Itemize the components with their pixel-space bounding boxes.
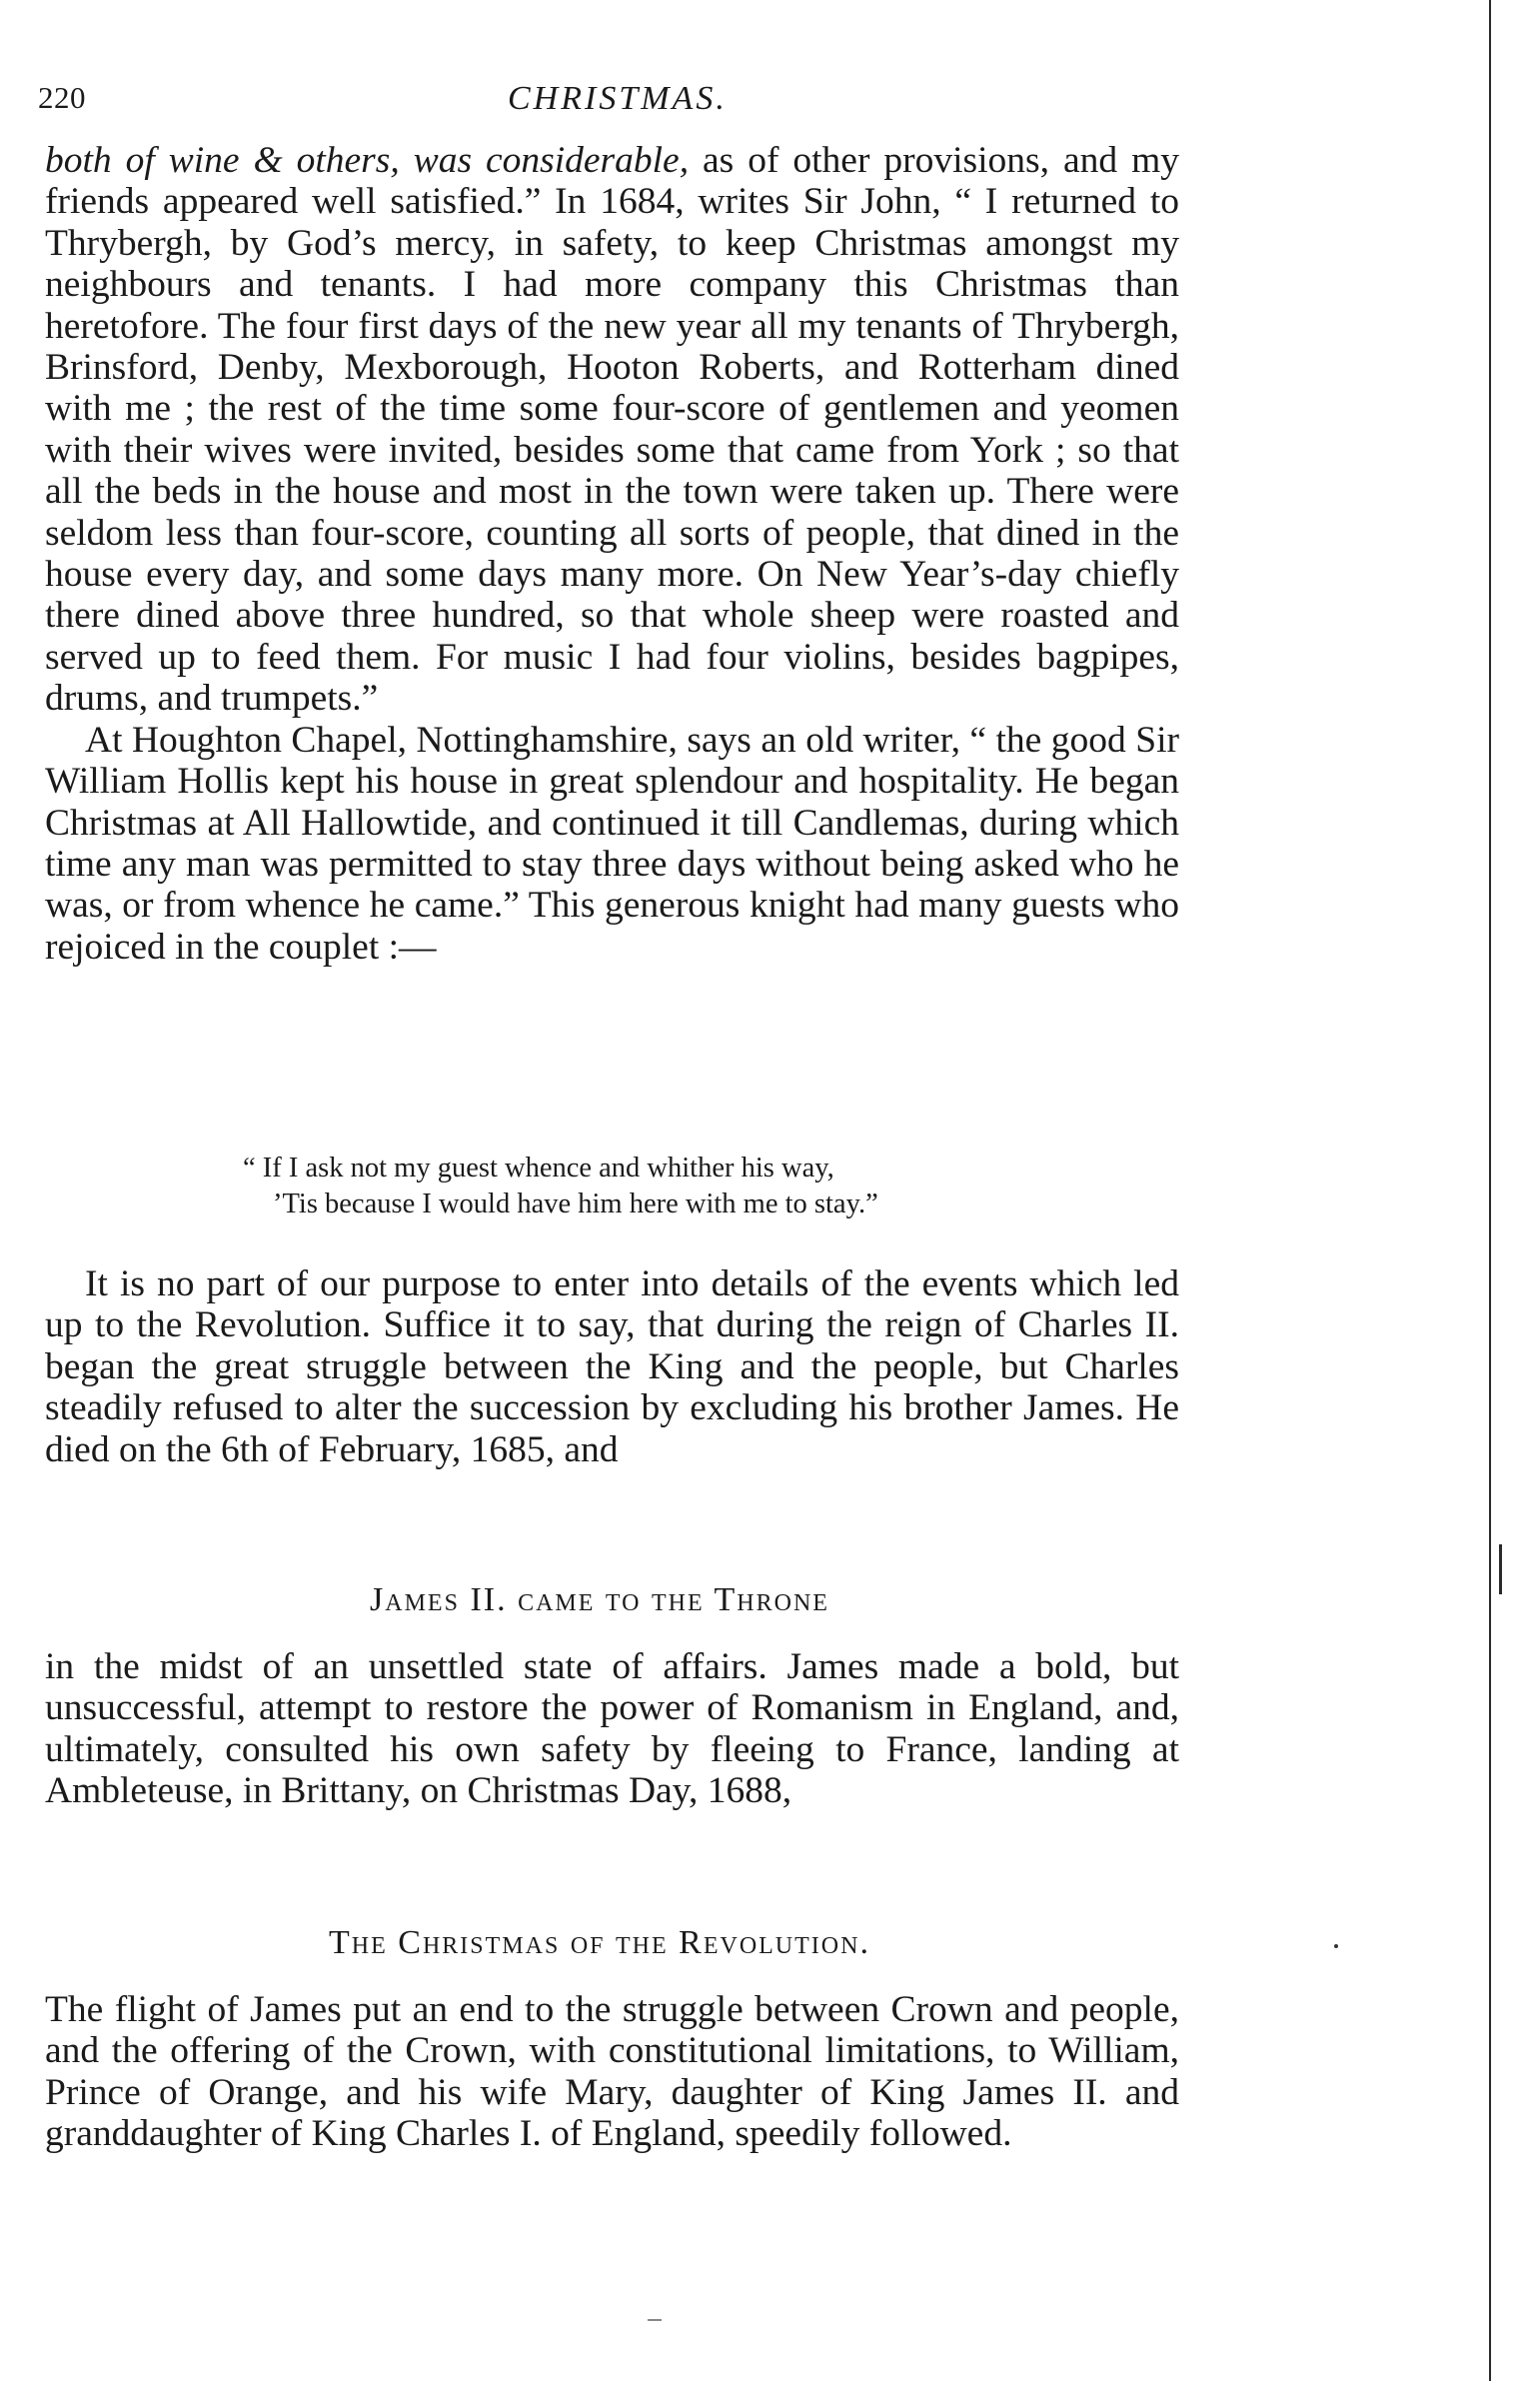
couplet-line-1: “ If I ask not my guest whence and whither his way, — [243, 1153, 834, 1184]
paragraph-wine-feast-text: as of other provisions, and my friends appeared well satisfied.” In 1684, writes Sir John, “ I returned to Thrybergh, by God’s mercy, in safety, to keep Christmas amongst my neighbours and tenants. I had more company this Christmas than heretofore. The four first days of the new year all my tenants of Thrybergh, Brinsford, Denby, Mexborough, Hooton Roberts, and Rotterham dined with me ; the rest of the time some four-score of gentlemen and yeomen with their wives were invited, besides some that came from York ; so that all the beds in the house and most in the town were taken up. There were seldom less than four-score, counting all sorts of people, that dined in the house every day, and some days many more. On New Year’s-day chiefly there dined above three hundred, so that whole sheep were roasted and served up to feed them. For music I had four violins, besides bagpipes, drums, and trumpets.” — [45, 140, 1179, 720]
running-title: CHRISTMAS. — [508, 80, 728, 117]
section-heading-james: James II. came to the Throne — [370, 1581, 829, 1618]
couplet — [243, 1151, 878, 1222]
ink-speck — [1334, 1944, 1338, 1948]
paragraph-flight-of-james: The flight of James put an end to the struggle between Crown and people, and the offering of the Crown, with constitutional limitations, to William, Prince of Orange, and his wife Mary, daughter of King James II. and granddaughter of King Charles I. of England, speedily followed. — [45, 1989, 1179, 2155]
paragraph-houghton-chapel: At Houghton Chapel, Nottinghamshire, says an old writer, “ the good Sir William Hollis kept his house in great splendour and hospitality. He began Christmas at All Hallowtide, and continued it till Candlemas, during which time any man was permitted to stay three days without being asked who he was, or from whence he came.” This generous knight had many guests who rejoiced in the couplet :— — [45, 719, 1179, 968]
page-number: 220 — [38, 80, 86, 115]
opening-text — [45, 140, 1179, 968]
paragraph-wine-feast — [45, 140, 1179, 720]
section-heading-revolution: The Christmas of the Revolution. — [329, 1924, 870, 1961]
page-header — [38, 80, 1177, 130]
page-edge-line — [1489, 0, 1491, 2381]
paragraph-revolution: It is no part of our purpose to enter into details of the events which led up to the Revolution. Suffice it to say, that during the reign of Charles II. began the great struggle between the King and the people, but Charles steadily refused to alter the succession by excluding his brother James. He died on the 6th of February, 1685, and — [45, 1263, 1179, 1470]
bottom-dash — [648, 2319, 662, 2321]
paragraph-james: in the midst of an unsettled state of affairs. James made a bold, but unsuccessful, attempt to restore the power of Romanism in England, and, ultimately, consulted his own safety by fleeing to France, landing at Ambleteuse, in Brittany, on Christmas Day, 1688, — [45, 1646, 1179, 1812]
edge-mark — [1499, 1544, 1512, 1594]
italic-intro: both of wine & others, was considerable, — [45, 140, 690, 181]
couplet-line-2: ’Tis because I would have him here with me to stay.” — [273, 1189, 878, 1219]
